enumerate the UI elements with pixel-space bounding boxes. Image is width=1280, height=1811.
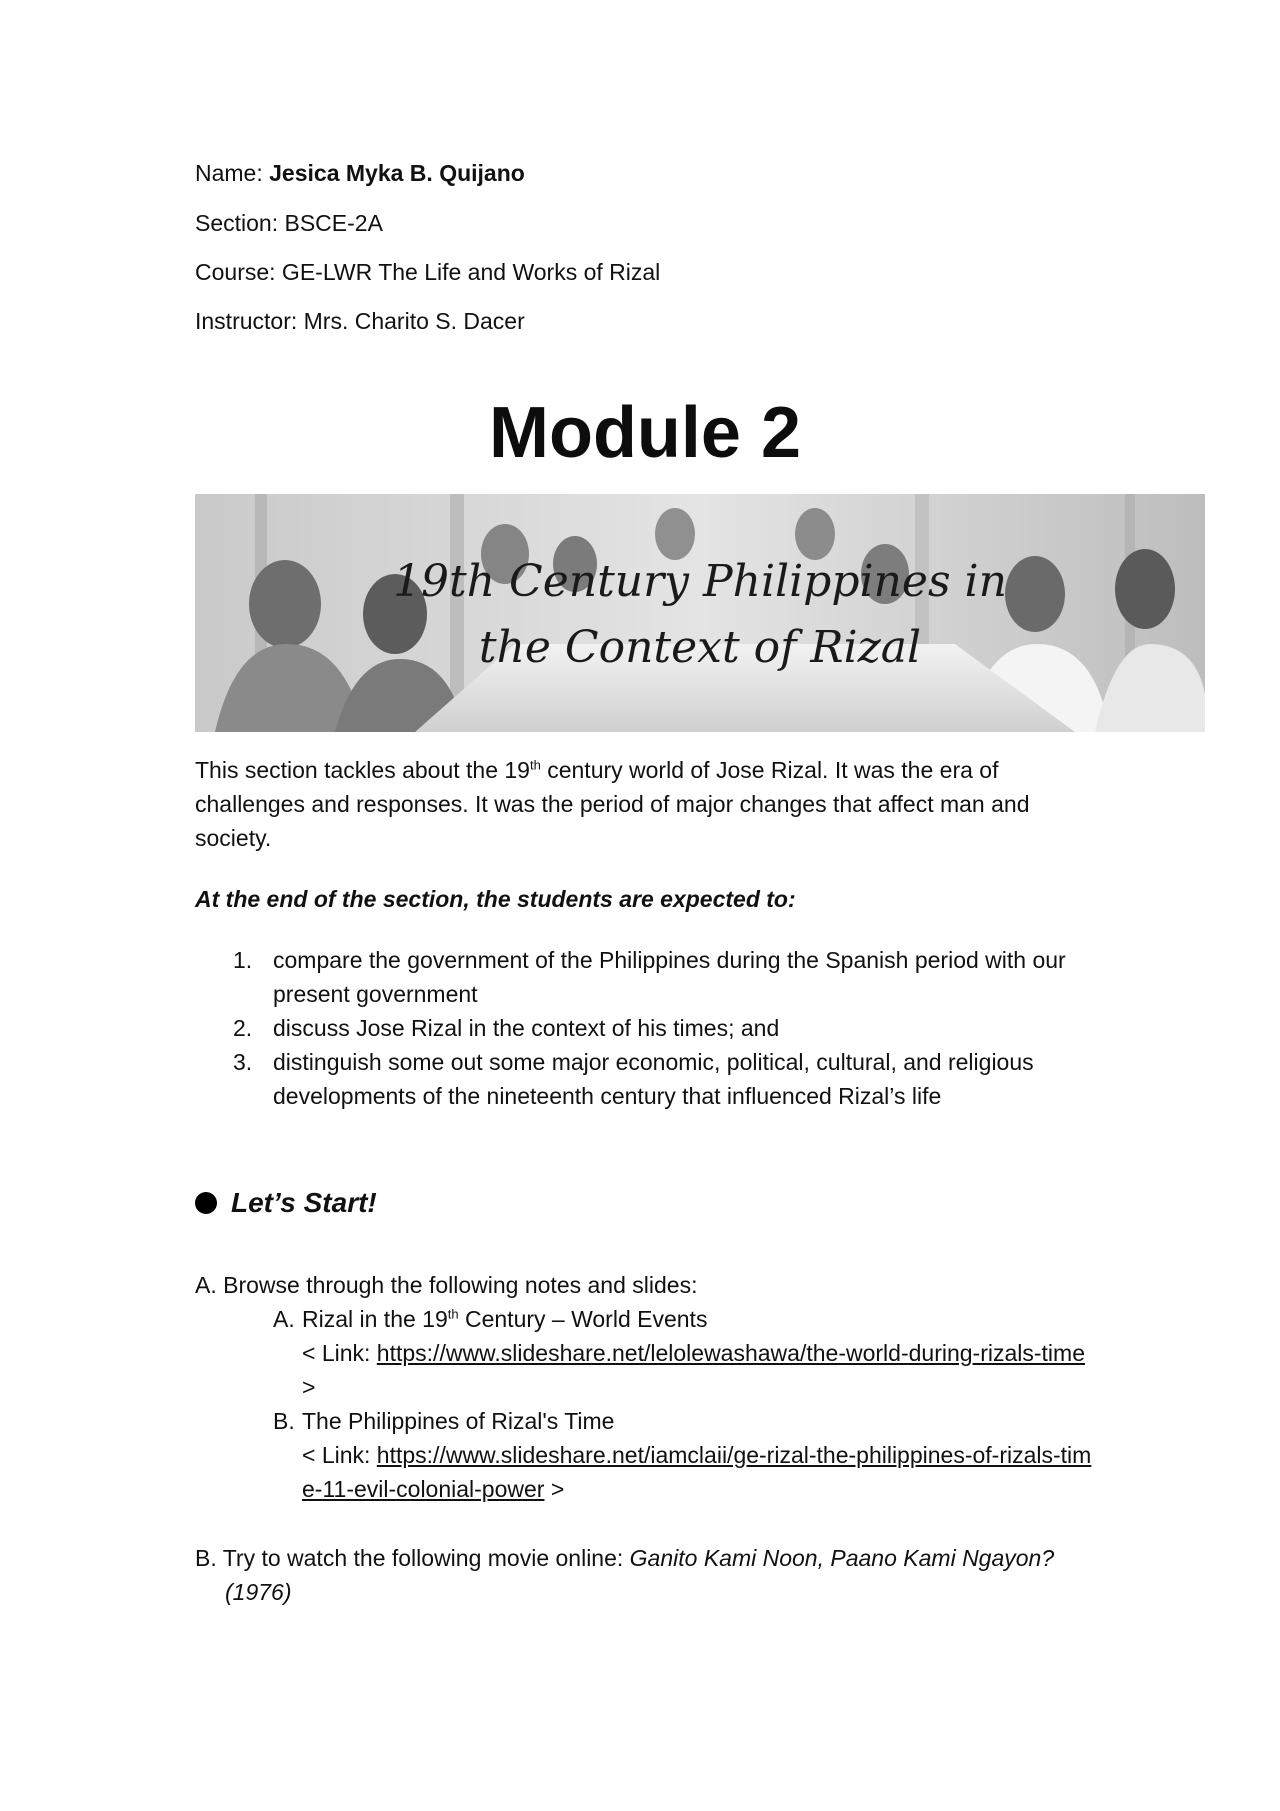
section-a-heading — [195, 1268, 1095, 1302]
intro-text-2: century world of Jose Rizal. It was the era of challenges and responses. It was the period of major changes that affect man and society. — [195, 757, 1030, 851]
course-line: Course: GE-LWR The Life and Works of Rizal — [195, 259, 661, 285]
objectives-list — [195, 943, 1095, 1113]
bullet-icon — [195, 1192, 217, 1214]
section-line: Section: BSCE-2A — [195, 210, 383, 236]
student-name-line — [195, 156, 525, 190]
objective-number: 3. — [233, 1049, 253, 1075]
link-suffix: > — [302, 1374, 316, 1400]
objective-number: 2. — [233, 1015, 253, 1041]
objective-text: distinguish some out some major economic, political, cultural, and religious developments of the nineteenth century that influenced Rizal’s life — [273, 1049, 1034, 1109]
resource-item — [195, 1404, 1095, 1506]
objective-text: compare the government of the Philippines during the Spanish period with our present government — [273, 947, 1066, 1007]
module-title: Module 2 — [488, 393, 801, 473]
resource-letter: A. — [273, 1306, 295, 1332]
resource-title-text: Rizal in the 19 — [302, 1306, 448, 1332]
intro-paragraph — [195, 753, 1095, 855]
module-banner-image — [195, 494, 1205, 732]
banner-photo — [195, 494, 1205, 732]
resource-title — [302, 1302, 1095, 1336]
movie-title: Ganito Kami Noon, Paano Kami Ngayon? — [629, 1545, 1055, 1571]
resource-letter: B. — [273, 1408, 295, 1434]
instructor-line: Instructor: Mrs. Charito S. Dacer — [195, 308, 525, 334]
section-a-text: Browse through the following notes and slides: — [223, 1272, 698, 1298]
resource-link-line — [302, 1336, 1095, 1404]
intro-sup: th — [529, 757, 541, 773]
resource-title: The Philippines of Rizal's Time — [302, 1408, 615, 1434]
link-prefix: < Link: — [302, 1340, 377, 1366]
objective-item — [195, 1045, 1095, 1113]
resource-title-sup: th — [447, 1306, 459, 1322]
link-prefix: < Link: — [302, 1442, 377, 1468]
section-a — [195, 1268, 1095, 1506]
lets-start-heading — [195, 1186, 377, 1220]
objective-item — [195, 1011, 1095, 1045]
lets-start-text: Let’s Start! — [231, 1187, 377, 1218]
name-label: Name: — [195, 160, 263, 186]
section-b — [195, 1541, 1095, 1609]
section-b-text: Try to watch the following movie online: — [222, 1545, 630, 1571]
resource-link[interactable]: https://www.slideshare.net/iamclaii/ge-rizal-the-philippines-of-rizals-time-11-evil-colonial-power — [302, 1442, 1092, 1502]
resource-title-text-2: Century – World Events — [458, 1306, 708, 1332]
student-name: Jesica Myka B. Quijano — [269, 160, 525, 186]
section-b-line — [195, 1541, 1095, 1575]
section-b-label: B. — [195, 1545, 217, 1571]
resource-list — [195, 1302, 1095, 1506]
objectives-heading: At the end of the section, the students are expected to: — [195, 886, 796, 912]
resource-item — [195, 1302, 1095, 1404]
objective-text: discuss Jose Rizal in the context of his times; and — [273, 1015, 780, 1041]
banner-title-line-2: the Context of Rizal — [478, 622, 922, 673]
section-a-label: A. — [195, 1272, 217, 1298]
link-suffix: > — [544, 1476, 565, 1502]
objective-number: 1. — [233, 947, 253, 973]
banner-title-line-1: 19th Century Philippines in — [393, 556, 1007, 607]
resource-link[interactable]: https://www.slideshare.net/lelolewashawa/the-world-during-rizals-time — [376, 1340, 1085, 1366]
resource-link-line — [302, 1438, 1095, 1506]
movie-year: (1976) — [225, 1579, 292, 1605]
objective-item — [195, 943, 1095, 1011]
intro-text-1: This section tackles about the 19 — [195, 757, 530, 783]
